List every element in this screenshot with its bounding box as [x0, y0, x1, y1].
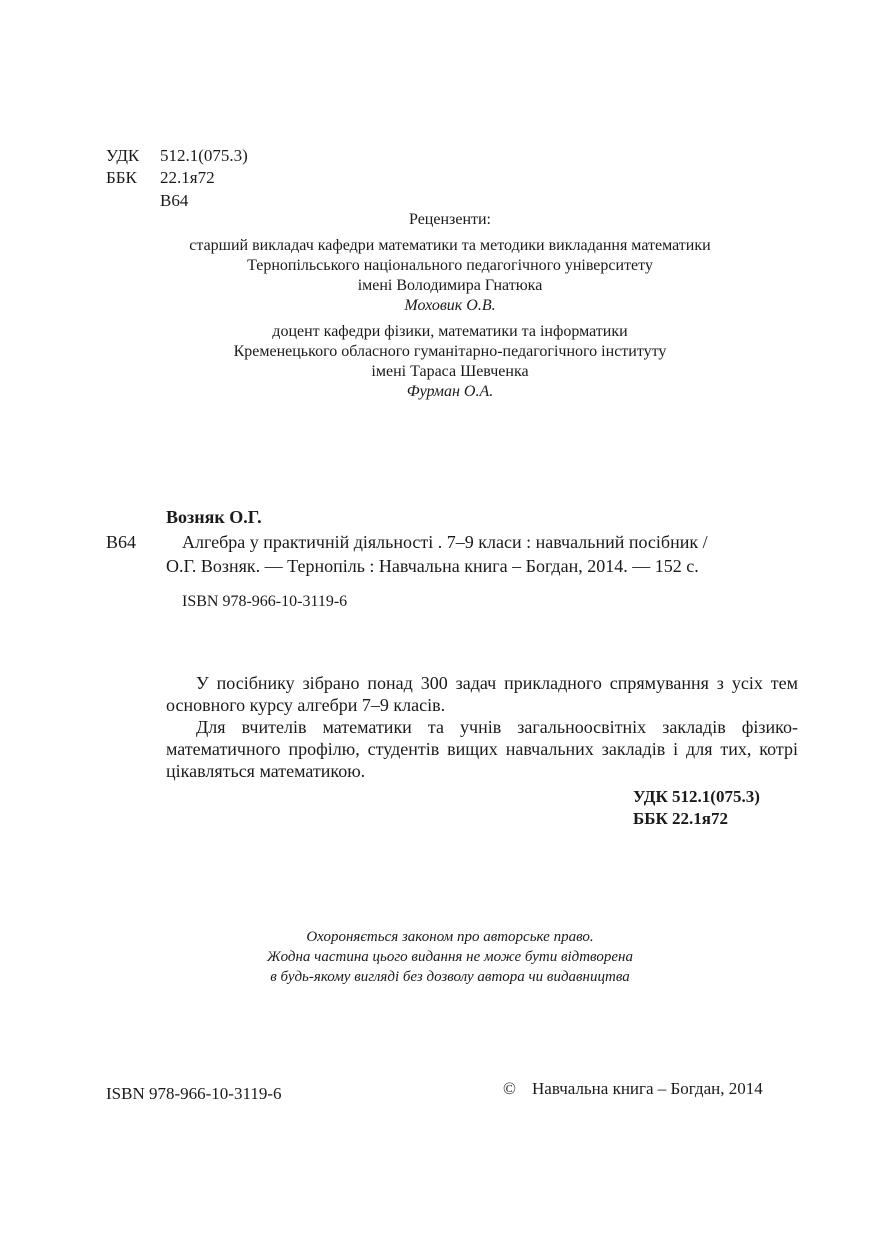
reviewer1-institution-name: імені Володимира Гнатюка [357, 277, 543, 294]
reviewer1-position: старший викладач кафедри математики та методики викладання математики [189, 237, 711, 254]
udk-value: 512.1(075.3) [160, 146, 248, 165]
reviewer1-institution: Тернопільського національного педагогічного університету [247, 257, 653, 274]
footer-publisher: Навчальна книга – Богдан, 2014 [532, 1079, 763, 1098]
copyright-symbol: © [503, 1079, 516, 1098]
abstract-paragraph-2: Для вчителів математики та учнів загальноосвітніх закладів фізико-математичного профілю, студентів вищих навчальних закладів і для тих, котрі цікавляться математикою. [166, 717, 798, 781]
bbk-value: 22.1я72 [160, 168, 215, 187]
author-mark: В64 [160, 191, 189, 210]
bibliography-isbn: ISBN 978-966-10-3119-6 [182, 593, 348, 610]
udk-label: УДК [106, 146, 140, 165]
abstract-udk: УДК 512.1(075.3) [633, 787, 760, 806]
abstract-paragraph-1: У посібнику зібрано понад 300 задач прикладного спрямування з усіх тем основного курсу алгебри 7–9 класів. [166, 673, 798, 715]
abstract-bbk: ББК 22.1я72 [633, 809, 729, 828]
reviewer2-position: доцент кафедри фізики, математики та інформатики [272, 323, 628, 340]
reviewer2-institution: Кременецького обласного гуманітарно-педагогічного інституту [233, 343, 667, 360]
bibliography-mark: В64 [106, 532, 137, 552]
footer-isbn: ISBN 978-966-10-3119-6 [106, 1084, 282, 1103]
reviewer2-name: Фурман О.А. [406, 383, 494, 400]
bibliography-title-line: Алгебра у практичній діяльності . 7–9 класи : навчальний посібник / [182, 532, 708, 552]
copyright-notice-line1: Охороняється законом про авторське право. [306, 929, 594, 945]
reviewer2-institution-name: імені Тараса Шевченка [371, 363, 529, 380]
copyright-notice-line3: в будь-якому вигляді без дозволу автора чи видавництва [270, 969, 630, 985]
reviewers-heading: Рецензенти: [409, 211, 491, 228]
copyright-notice-line2: Жодна частина цього видання не може бути відтворена [267, 949, 633, 965]
abstract [166, 672, 798, 782]
bbk-label: ББК [106, 168, 137, 187]
bibliography-publication-line: О.Г. Возняк. — Тернопіль : Навчальна книга – Богдан, 2014. — 152 с. [166, 556, 699, 576]
bibliography-author: Возняк О.Г. [166, 507, 262, 527]
reviewer1-name: Моховик О.В. [404, 297, 496, 314]
